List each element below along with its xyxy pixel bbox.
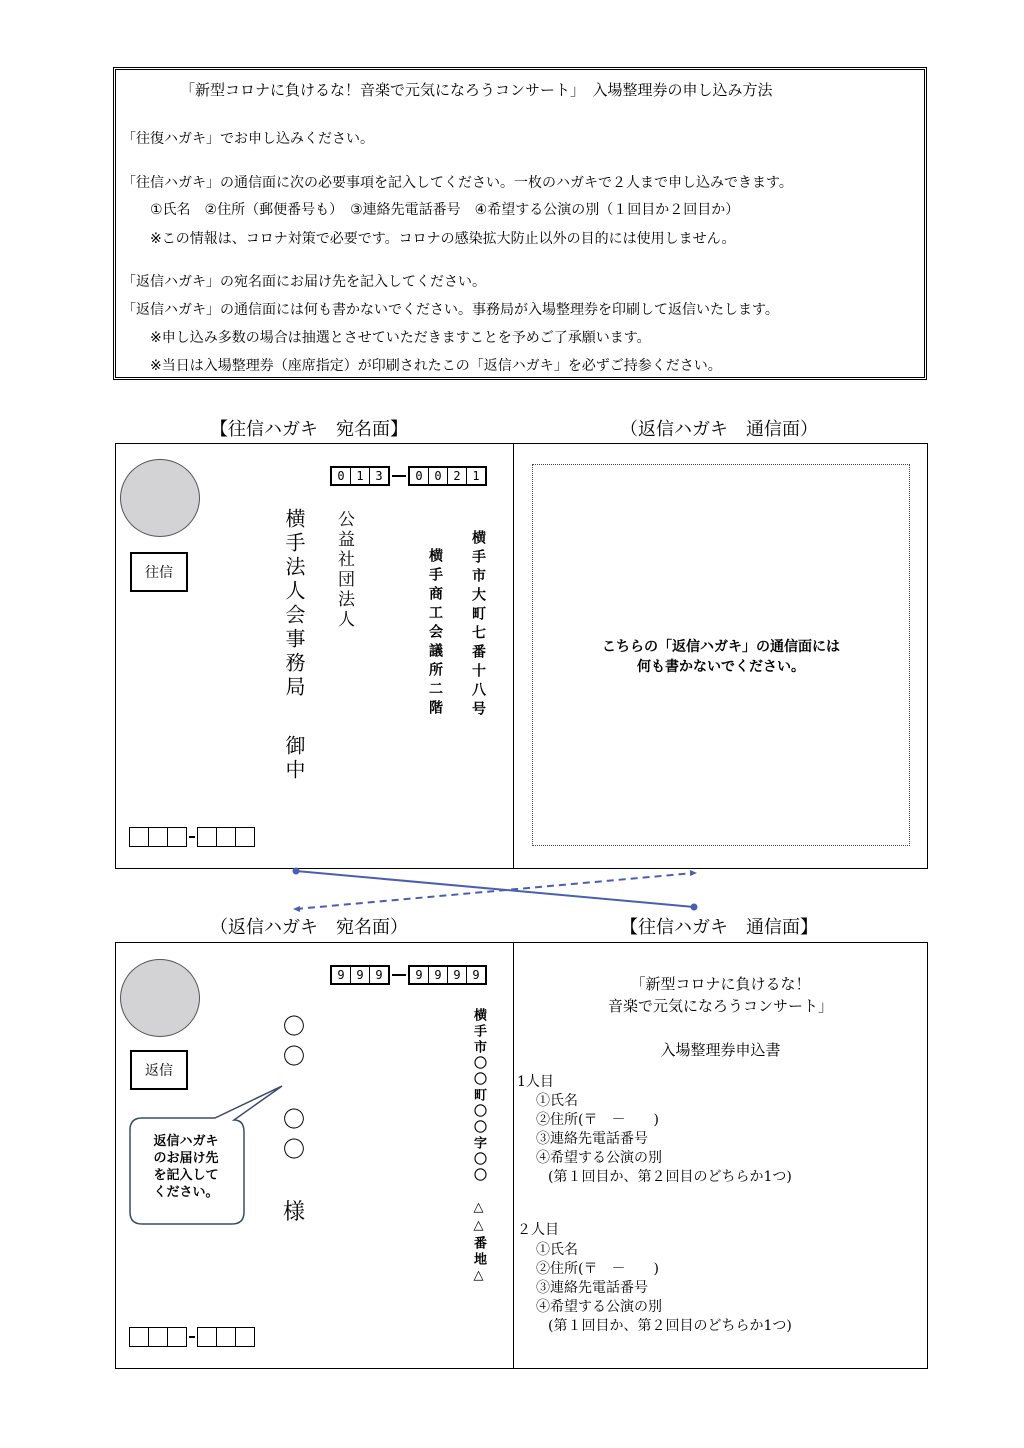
zip-digit: 1 — [472, 469, 480, 483]
zip-digit: 2 — [448, 468, 467, 484]
zip-digit: 9 — [332, 967, 351, 983]
zip-digit: 9 — [375, 968, 383, 982]
bubble-line: のお届け先 — [153, 1151, 219, 1166]
zip-digit: 9 — [472, 968, 480, 982]
bubble-line: 返信ハガキ — [153, 1134, 219, 1149]
outgoing-address-line2: 横手商工会議所二階 — [427, 548, 443, 719]
bubble-line: を記入して — [153, 1168, 219, 1183]
speech-bubble-text — [130, 1133, 242, 1201]
form-field-performance: ④希望する公演の別 — [536, 1299, 662, 1315]
instruction-line: ※当日は入場整理券（座席指定）が印刷されたこの「返信ハガキ」を必ずご持参ください。 — [150, 358, 722, 374]
zip-digit: 9 — [351, 967, 370, 983]
sender-zip-boxes — [129, 1327, 255, 1347]
instruction-line: ※この情報は、コロナ対策で必要です。コロナの感染拡大防止以外の目的には使用しません。 — [150, 231, 736, 247]
outgoing-honorific: 御中 — [282, 735, 306, 783]
outgoing-address-line1: 横手市大町七番十八号 — [470, 530, 486, 720]
label-reply-message: （返信ハガキ 通信面） — [620, 419, 818, 440]
reply-name-char: 〇 — [283, 1138, 306, 1163]
form-title: 音楽で元気になろうコンサート」 — [607, 997, 833, 1015]
form-field-phone: ③連絡先電話番号 — [536, 1280, 648, 1296]
form-title: 「新型コロナに負けるな！ — [630, 975, 811, 993]
reply-message-line: 何も書かないでください。 — [637, 659, 805, 675]
reply-address: 横手市〇〇町〇〇字〇〇 △△番地△ — [471, 1008, 486, 1286]
zip-digit: 0 — [429, 468, 448, 484]
form-field-name: ①氏名 — [536, 1093, 578, 1109]
zip-digit: 3 — [375, 469, 383, 483]
instruction-line: 「返信ハガキ」の通信面には何も書かないでください。事務局が入場整理券を印刷して返信いたします。 — [122, 302, 779, 318]
outgoing-tag: 往信 — [130, 552, 188, 592]
reply-tag: 返信 — [130, 1050, 188, 1090]
reply-name-char: 〇 — [283, 1108, 306, 1133]
instruction-line: ①氏名 ②住所（郵便番号も） ③連絡先電話番号 ④希望する公演の別（１回目か２回目か） — [150, 202, 740, 218]
form-subtitle: 入場整理券申込書 — [660, 1041, 781, 1059]
instruction-line: 「返信ハガキ」の宛名面にお届け先を記入してください。 — [122, 274, 486, 290]
reply-message-line: こちらの「返信ハガキ」の通信面には — [602, 639, 840, 655]
form-field-name: ①氏名 — [536, 1242, 578, 1258]
zip-digit: 0 — [332, 468, 351, 484]
form-field-note: (第１回目か、第２回目のどちらか1つ) — [548, 1318, 792, 1334]
reply-honorific: 様 — [283, 1200, 306, 1225]
instruction-line: ※申し込み多数の場合は抽選とさせていただきますことを予めご了承願います。 — [150, 330, 651, 346]
zip-digit: 1 — [351, 468, 370, 484]
form-field-note: (第１回目か、第２回目のどちらか1つ) — [548, 1169, 792, 1185]
label-reply-address: （返信ハガキ 宛名面） — [210, 917, 408, 938]
reply-name-char: 〇 — [283, 1015, 306, 1040]
form-field-performance: ④希望する公演の別 — [536, 1150, 662, 1166]
form-field-address: ②住所(〒 － ) — [536, 1261, 659, 1277]
instruction-title: 「新型コロナに負けるな！音楽で元気になろうコンサート」 入場整理券の申し込み方法 — [180, 81, 773, 99]
form-field-phone: ③連絡先電話番号 — [536, 1131, 648, 1147]
instruction-line: 「往信ハガキ」の通信面に次の必要事項を記入してください。一枚のハガキで２人まで申し込みできます。 — [122, 175, 793, 191]
zip-digit: 9 — [429, 967, 448, 983]
bubble-line: ください。 — [153, 1185, 219, 1200]
label-outgoing-address: 【往信ハガキ 宛名面】 — [210, 419, 408, 440]
form-person-2: ２人目 — [517, 1222, 559, 1238]
form-person-1: 1人目 — [517, 1074, 554, 1090]
zip-digit: 9 — [448, 967, 467, 983]
zip-digit: 0 — [410, 468, 429, 484]
reply-name-char: 〇 — [283, 1045, 306, 1070]
outgoing-org-type: 公益社団法人 — [334, 510, 354, 630]
instruction-line: 「往復ハガキ」でお申し込みください。 — [122, 131, 374, 147]
label-outgoing-message: 【往信ハガキ 通信面】 — [620, 917, 818, 938]
zip-digit: 9 — [410, 967, 429, 983]
outgoing-recipient: 横手法人会事務局 — [282, 508, 306, 700]
form-field-address: ②住所(〒 － ) — [536, 1112, 659, 1128]
